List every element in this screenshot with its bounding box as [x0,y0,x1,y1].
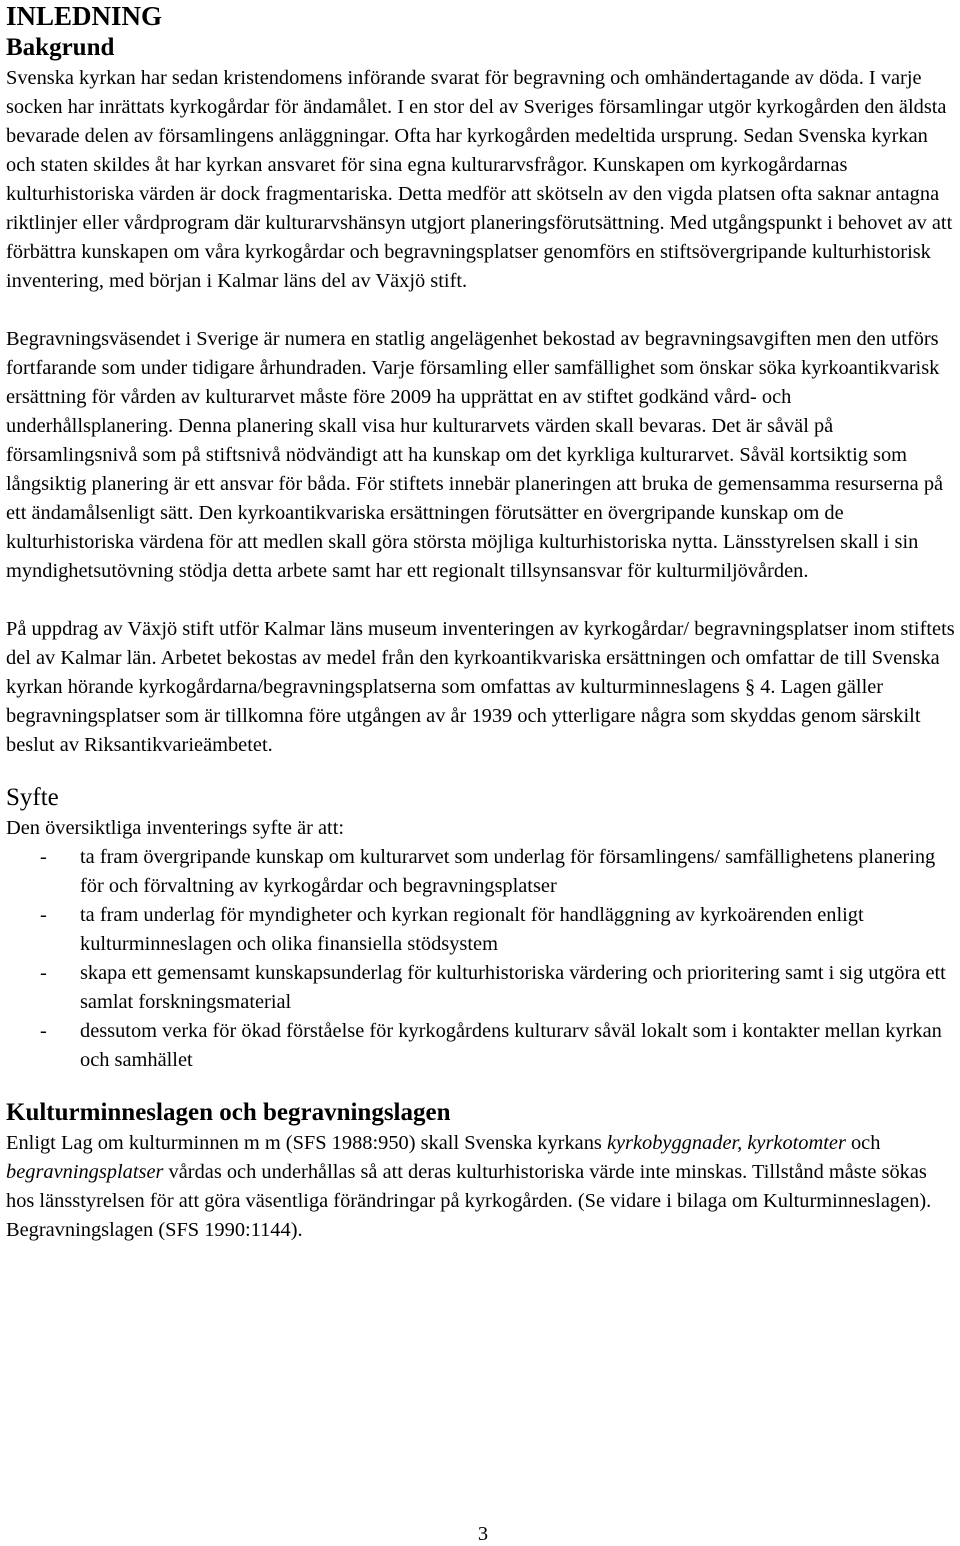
lagar-text-1: Enligt Lag om kulturminnen m m (SFS 1988:950) skall Svenska kyrkans [6,1132,607,1154]
list-item-text: skapa ett gemensamt kunskapsunderlag för kulturhistoriska värdering och prioritering samt i sig utgöra ett samlat forskningsmaterial [80,962,946,1013]
list-item-text: dessutom verka för ökad förståelse för kyrkogårdens kulturarv såväl lokalt som i kontakter mellan kyrkan och samhället [80,1020,942,1071]
section-spacer [6,1075,958,1097]
lagar-text-3: vårdas och underhållas så att deras kulturhistoriska värde inte minskas. Tillstånd måste sökas hos länsstyrelsen för att göra väsentliga förändringar på kyrkogården. (Se vidare i bilaga om Kulturminneslagen). Begravningslagen (SFS 1990:1144). [6,1161,932,1241]
dash-bullet: - [40,1020,47,1042]
paragraph-bakgrund-1: Svenska kyrkan har sedan kristendomens införande svarat för begravning och omhändertagande av döda. I varje socken har inrättats kyrkogårdar för ändamålet. I en stor del av Sveriges församlingar utgör kyrkogården den äldsta bevarade delen av församlingens anläggningar. Ofta har kyrkogården medeltida ursprung. Sedan Svenska kyrkan och staten skildes åt har kyrkan ansvaret för sina egna kulturarvsfrågor. Kunskapen om kyrkogårdarnas kulturhistoriska värden är dock fragmentariska. Detta medför att skötseln av den vigda platsen ofta saknar antagna riktlinjer eller vårdprogram där kulturarvshänsyn utgjort planeringsförutsättning. Med utgångspunkt i behovet av att förbättra kunskapen om våra kyrkogårdar och begravningsplatser genomförs en stiftsövergripande kulturhistorisk inventering, med början i Kalmar läns del av Växjö stift. [6,67,953,292]
lagar-text-2: och [845,1132,881,1154]
syfte-intro: Den översiktliga inventerings syfte är att: [6,817,345,839]
section-heading-syfte: Syfte [6,784,59,811]
dash-bullet: - [40,962,47,984]
paragraph-spacer [6,296,958,325]
paragraph-lagar [6,1129,958,1245]
list-item-text: ta fram underlag för myndigheter och kyrkan regionalt för handläggning av kyrkoärenden enligt kulturminneslagen och olika finansiella stödsystem [80,904,864,955]
section-heading-lagar: Kulturminneslagen och begravningslagen [6,1099,451,1126]
list-item [6,1017,958,1075]
lagar-emphasis-1: kyrkobyggnader, kyrkotomter [606,1132,846,1154]
lagar-emphasis-2: begravningsplatser [6,1161,164,1183]
section-heading-bakgrund: Bakgrund [6,34,115,61]
dash-bullet: - [40,904,47,926]
list-item [6,843,958,901]
document-page [6,0,958,1245]
section-lagar [6,1097,958,1245]
paragraph-spacer [6,586,958,615]
chapter-heading: INLEDNING [6,1,163,31]
list-item [6,901,958,959]
list-item-text: ta fram övergripande kunskap om kulturarvet som underlag för församlingens/ samfällighetens planering för och förvaltning av kyrkogårdar och begravningsplatser [80,846,936,897]
section-bakgrund [6,32,958,760]
page-number: 3 [477,1523,489,1545]
section-syfte [6,782,958,1075]
paragraph-bakgrund-3: På uppdrag av Växjö stift utför Kalmar läns museum inventeringen av kyrkogårdar/ begravningsplatser inom stiftets del av Kalmar län. Arbetet bekostas av medel från den kyrkoantikvariska ersättningen och omfattar de till Svenska kyrkan hörande kyrkogårdarna/begravningsplatserna som omfattas av kulturminneslagens § 4. Lagen gäller begravningsplatser som är tillkomna före utgången av år 1939 och ytterligare några som skyddas genom särskilt beslut av Riksantikvarieämbetet. [6,618,955,756]
paragraph-bakgrund-2: Begravningsväsendet i Sverige är numera en statlig angelägenhet bekostad av begravningsavgiften men den utförs fortfarande som under tidigare århundraden. Varje församling eller samfällighet som önskar söka kyrkoantikvarisk ersättning för vården av kulturarvet måste före 2009 ha upprättat en av stiftet godkänd vård- och underhållsplanering. Denna planering skall visa hur kulturarvets värden skall bevaras. Det är såväl på församlingsnivå som på stiftsnivå nödvändigt att ha kunskap om det kyrkliga kulturarvet. Såväl kortsiktig som långsiktig planering är ett ansvar för båda. För stiftets innebär planeringen att bruka de gemensamma resurserna på ett ändamålsenligt sätt. Den kyrkoantikvariska ersättningen förutsätter en övergripande kunskap om de kulturhistoriska värdena för att medlen skall göra största möjliga kulturhistoriska nytta. Länsstyrelsen skall i sin myndighetsutövning stödja detta arbete samt har ett regionalt tillsynsansvar för kulturmiljövården. [6,328,944,582]
section-spacer [6,760,958,782]
syfte-list [6,843,958,1075]
list-item [6,959,958,1017]
dash-bullet: - [40,846,47,868]
